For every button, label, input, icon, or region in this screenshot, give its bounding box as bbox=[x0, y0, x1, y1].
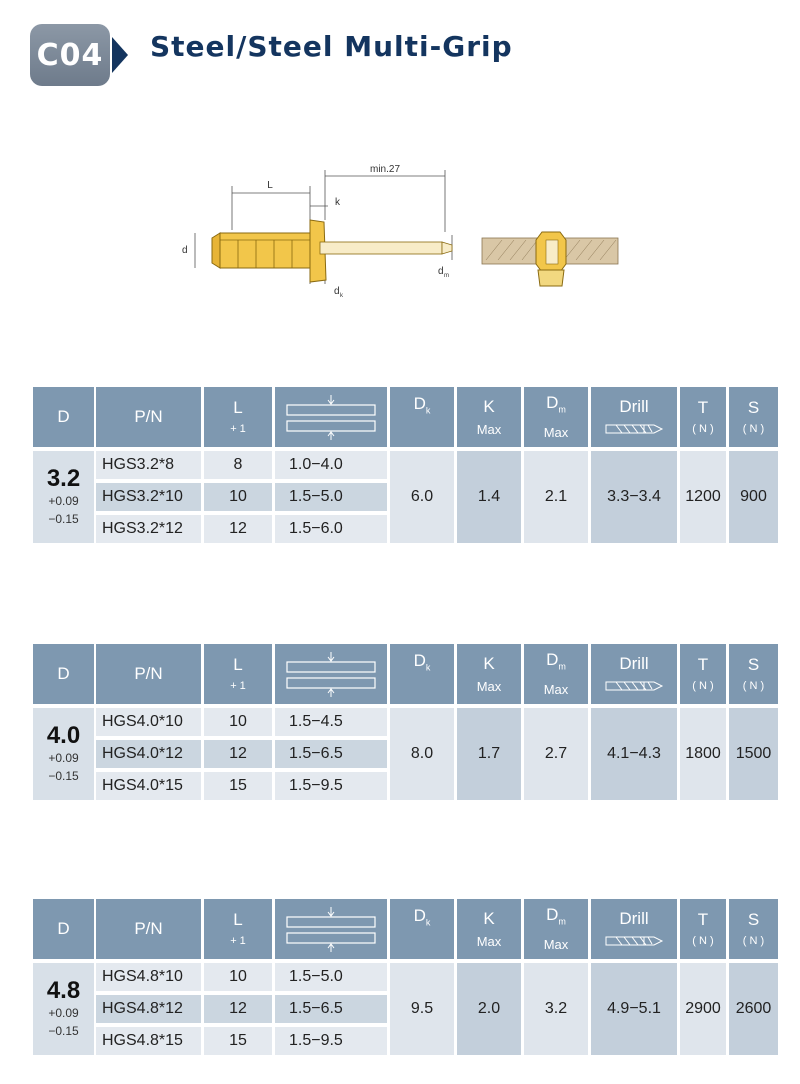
d-nominal-cell: 3.2 +0.09 −0.15 bbox=[33, 451, 94, 543]
pn-cell: HGS4.0*12 bbox=[96, 740, 201, 768]
grip-cell: 1.5−6.0 bbox=[275, 515, 387, 543]
s-value: 900 bbox=[729, 451, 778, 543]
t-value: 1800 bbox=[680, 708, 726, 800]
header-d: D bbox=[33, 387, 94, 447]
label-d: d bbox=[182, 245, 188, 256]
pn-cell: HGS4.0*10 bbox=[96, 708, 201, 736]
pn-cell: HGS4.0*15 bbox=[96, 772, 201, 800]
header-d: D bbox=[33, 899, 94, 959]
header-grip bbox=[275, 644, 387, 704]
l-cell: 10 bbox=[204, 708, 272, 736]
drill-bit-icon bbox=[604, 934, 664, 948]
drill-bit-icon bbox=[604, 422, 664, 436]
grip-cell: 1.5−6.5 bbox=[275, 995, 387, 1023]
header-d: D bbox=[33, 644, 94, 704]
header-k: K Max bbox=[457, 387, 521, 447]
dm-value: 2.7 bbox=[524, 708, 588, 800]
grip-cell: 1.0−4.0 bbox=[275, 451, 387, 479]
header-grip bbox=[275, 899, 387, 959]
spec-table-1 bbox=[33, 387, 778, 547]
rivet-technical-drawing bbox=[170, 160, 630, 310]
s-value: 2600 bbox=[729, 963, 778, 1055]
k-value: 1.7 bbox=[457, 708, 521, 800]
grip-cell: 1.5−9.5 bbox=[275, 772, 387, 800]
header-s: S ( N ) bbox=[729, 387, 778, 447]
header-drill: Drill bbox=[591, 899, 677, 959]
header-k: K Max bbox=[457, 644, 521, 704]
spec-table-2 bbox=[33, 644, 778, 804]
header-dk: $D_k$ bbox=[390, 899, 454, 959]
header-dk: $D_k$ bbox=[390, 387, 454, 447]
header-l: L + 1 bbox=[204, 644, 272, 704]
t-value: 1200 bbox=[680, 451, 726, 543]
grip-cell: 1.5−6.5 bbox=[275, 740, 387, 768]
grip-range-icon bbox=[281, 905, 381, 953]
k-value: 2.0 bbox=[457, 963, 521, 1055]
dk-value: 6.0 bbox=[390, 451, 454, 543]
section-code-badge: C04 bbox=[30, 24, 110, 86]
pn-cell: HGS4.8*10 bbox=[96, 963, 201, 991]
header-dm: $D_m$ Max bbox=[524, 387, 588, 447]
label-dk: d bbox=[334, 286, 340, 297]
drill-bit-icon bbox=[604, 679, 664, 693]
l-cell: 10 bbox=[204, 963, 272, 991]
l-cell: 8 bbox=[204, 451, 272, 479]
grip-cell: 1.5−4.5 bbox=[275, 708, 387, 736]
k-value: 1.4 bbox=[457, 451, 521, 543]
header-drill: Drill bbox=[591, 387, 677, 447]
header-dm: $D_m$ Max bbox=[524, 644, 588, 704]
label-dm-sub: m bbox=[444, 273, 449, 279]
drill-value: 4.9−5.1 bbox=[591, 963, 677, 1055]
header-k: K Max bbox=[457, 899, 521, 959]
pn-cell: HGS3.2*10 bbox=[96, 483, 201, 511]
header-grip bbox=[275, 387, 387, 447]
d-nominal-cell: 4.8 +0.09 −0.15 bbox=[33, 963, 94, 1055]
drill-value: 4.1−4.3 bbox=[591, 708, 677, 800]
label-l: L bbox=[267, 180, 273, 191]
dk-value: 8.0 bbox=[390, 708, 454, 800]
header-dk: $D_k$ bbox=[390, 644, 454, 704]
dm-value: 3.2 bbox=[524, 963, 588, 1055]
spec-table-3 bbox=[33, 899, 778, 1059]
header-s: S ( N ) bbox=[729, 899, 778, 959]
label-dk-sub: k bbox=[340, 293, 343, 299]
pn-cell: HGS4.8*12 bbox=[96, 995, 201, 1023]
grip-cell: 1.5−5.0 bbox=[275, 483, 387, 511]
pn-cell: HGS4.8*15 bbox=[96, 1027, 201, 1055]
header-pn: P/N bbox=[96, 387, 201, 447]
l-cell: 10 bbox=[204, 483, 272, 511]
header-t: T ( N ) bbox=[680, 387, 726, 447]
label-k: k bbox=[335, 197, 340, 208]
header-pn: P/N bbox=[96, 899, 201, 959]
l-cell: 15 bbox=[204, 1027, 272, 1055]
label-dm: d bbox=[438, 266, 444, 277]
l-cell: 15 bbox=[204, 772, 272, 800]
header-t: T ( N ) bbox=[680, 899, 726, 959]
d-nominal-cell: 4.0 +0.09 −0.15 bbox=[33, 708, 94, 800]
header-l: L + 1 bbox=[204, 387, 272, 447]
dm-value: 2.1 bbox=[524, 451, 588, 543]
page-title: Steel/Steel Multi-Grip bbox=[150, 30, 513, 63]
header-dm: $D_m$ Max bbox=[524, 899, 588, 959]
drill-value: 3.3−3.4 bbox=[591, 451, 677, 543]
l-cell: 12 bbox=[204, 515, 272, 543]
l-cell: 12 bbox=[204, 740, 272, 768]
grip-cell: 1.5−9.5 bbox=[275, 1027, 387, 1055]
badge-arrow-icon bbox=[112, 37, 128, 73]
dk-value: 9.5 bbox=[390, 963, 454, 1055]
label-min27: min.27 bbox=[369, 164, 401, 175]
header-l: L + 1 bbox=[204, 899, 272, 959]
header-s: S ( N ) bbox=[729, 644, 778, 704]
pn-cell: HGS3.2*8 bbox=[96, 451, 201, 479]
grip-range-icon bbox=[281, 650, 381, 698]
grip-range-icon bbox=[281, 393, 381, 441]
t-value: 2900 bbox=[680, 963, 726, 1055]
grip-cell: 1.5−5.0 bbox=[275, 963, 387, 991]
header-drill: Drill bbox=[591, 644, 677, 704]
header-t: T ( N ) bbox=[680, 644, 726, 704]
l-cell: 12 bbox=[204, 995, 272, 1023]
header-pn: P/N bbox=[96, 644, 201, 704]
pn-cell: HGS3.2*12 bbox=[96, 515, 201, 543]
s-value: 1500 bbox=[729, 708, 778, 800]
